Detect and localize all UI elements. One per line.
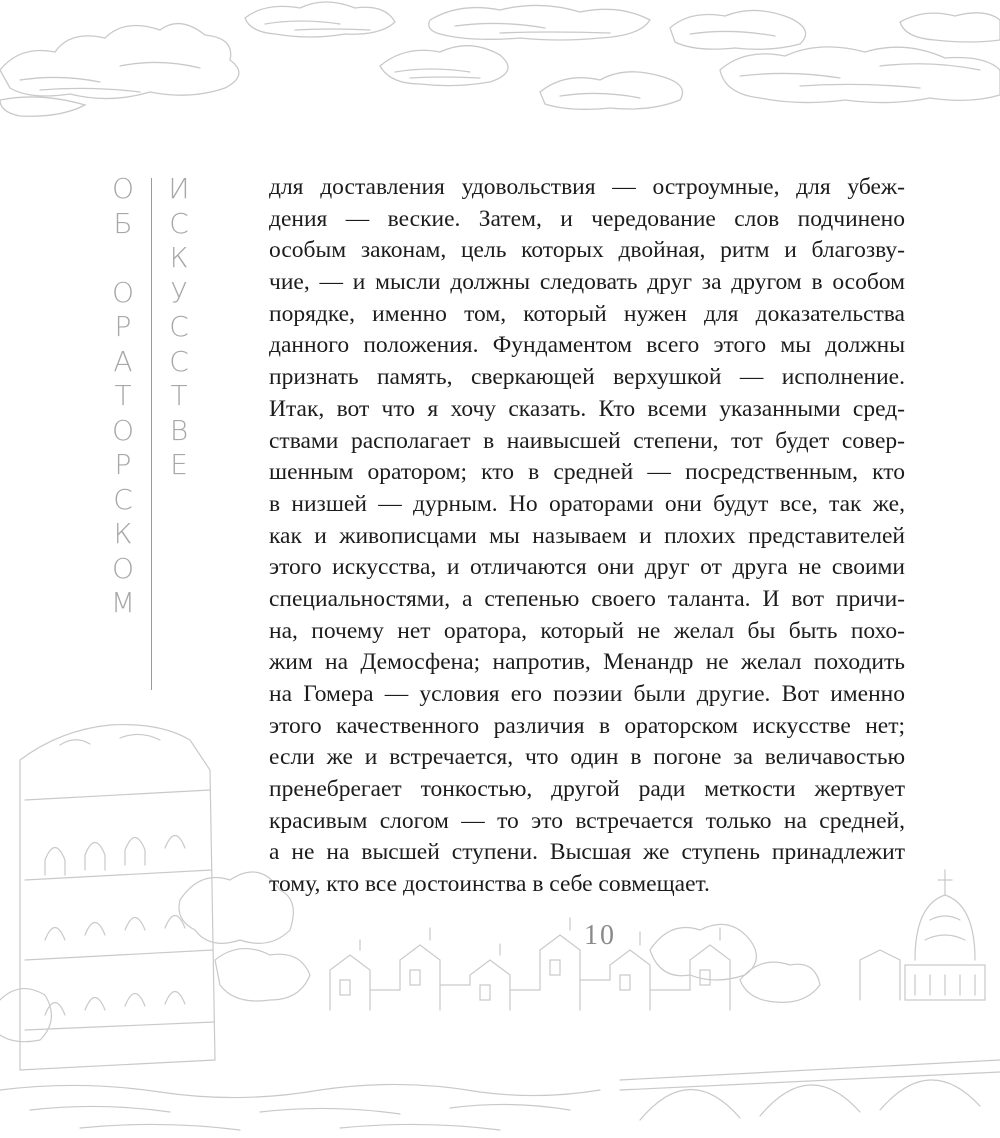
title-letter: Е (170, 448, 188, 481)
text-line: дения — веские. Затем, и чередование слов подчинено (269, 205, 905, 232)
text-line: ствами располагает в наивысшей степени, тот будет совер- (269, 427, 905, 454)
text-line: Итак, вот что я хочу сказать. Кто всеми указанными сред- (269, 395, 905, 422)
title-letter: С (169, 310, 189, 343)
text-line: как и живописцами мы называем и плохих представителей (269, 522, 905, 549)
title-letter: Б (113, 206, 133, 240)
title-letter: Р (114, 310, 132, 343)
text-line: для доставления удовольствия — остроумные, для убеж- (269, 174, 905, 200)
title-letter: О (111, 275, 135, 309)
text-line: признать память, сверкающей верхушкой — исполнение. (269, 364, 905, 391)
body-text (269, 172, 905, 901)
title-letter: М (110, 586, 136, 619)
text-line: на, почему нет оратора, который не желал бы быть похо- (269, 617, 905, 644)
side-title-word-2 (159, 172, 199, 483)
title-letter: У (170, 275, 188, 309)
text-line: жим на Демосфена; напротив, Менандр не желал походить (269, 649, 905, 676)
title-letter: С (169, 344, 189, 378)
title-letter: С (169, 206, 189, 240)
text-line: в низшей — дурным. Но ораторами они будут все, так же, (269, 490, 905, 517)
page-number: 10 (584, 920, 616, 951)
text-line: специальностями, а степенью своего таланта. И вот причи- (269, 585, 905, 612)
clouds-illustration (0, 0, 1000, 140)
title-letter: О (111, 413, 135, 447)
text-line: пренебрегает тонкостью, другой ради меткости жертвует (269, 776, 905, 803)
text-line: а не на высшей ступени. Высшая же ступень принадлежит (269, 839, 905, 866)
text-line: шенным оратором; кто в средней — посредственным, кто (269, 459, 905, 486)
title-letter: О (111, 551, 135, 585)
title-letter: С (113, 482, 133, 516)
title-letter: И (168, 172, 190, 205)
title-letter: Т (170, 379, 188, 412)
text-line: особым законам, цель которых двойная, ритм и благозву- (269, 237, 905, 264)
title-letter: К (169, 241, 189, 274)
title-letter: В (169, 413, 189, 447)
title-letter: О (111, 172, 135, 205)
text-line: если же и встречается, что один в погоне за величавостью (269, 744, 905, 771)
side-title-word-1 (103, 172, 143, 621)
text-line: данного положения. Фундаментом всего этого мы должны (269, 332, 905, 359)
title-letter: К (113, 517, 133, 550)
text-line: порядке, именно том, который нужен для доказательства (269, 300, 905, 327)
title-letter: Т (114, 379, 132, 412)
text-line: тому, кто все достоинства в себе совмещает. (269, 871, 710, 898)
text-line: красивым слогом — то это встречается только на средней, (269, 807, 905, 834)
text-line: этого искусства, и отличаются они друг от друга не своими (269, 554, 905, 581)
text-line: этого качественного различия в ораторском искусстве нет; (269, 712, 905, 739)
title-divider (151, 178, 152, 690)
title-letter: Р (114, 448, 132, 481)
text-line: чие, — и мысли должны следовать друг за другом в особом (269, 269, 905, 296)
text-line: на Гомера — условия его поэзии были другие. Вот именно (269, 681, 905, 707)
title-letter: А (113, 344, 133, 378)
